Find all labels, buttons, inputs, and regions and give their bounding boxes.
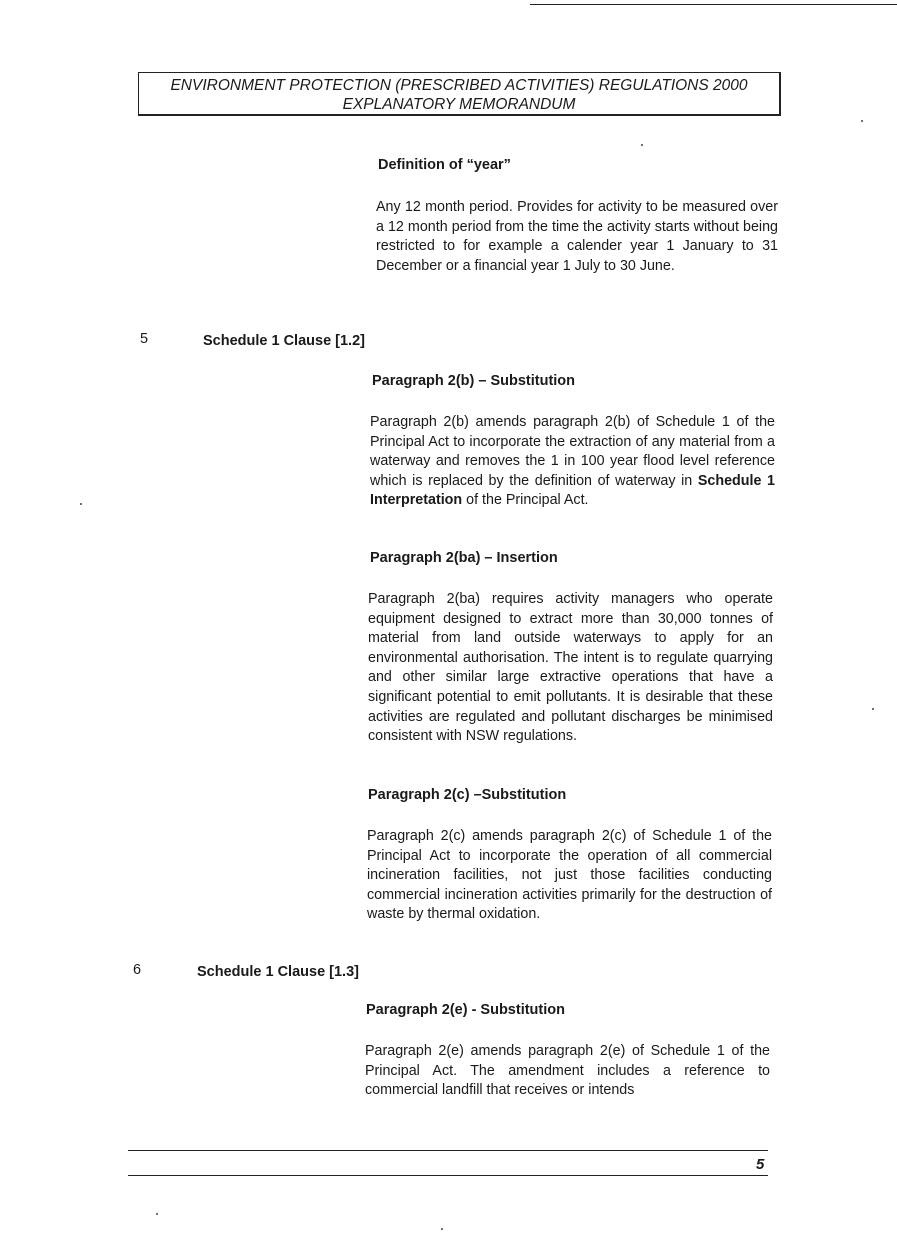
header-title: ENVIRONMENT PROTECTION (PRESCRIBED ACTIVITIES) REGULATIONS 2000 — [170, 77, 748, 94]
para-2ba-heading: Paragraph 2(ba) – Insertion — [370, 550, 558, 566]
para-2b-heading: Paragraph 2(b) – Substitution — [372, 373, 576, 389]
scan-speck — [80, 503, 82, 505]
definition-year-text: Any 12 month period. Provides for activity to be measured over a 12 month period from the time the activity starts without being restricted to for example a calender year 1 January to 31 December or a financial year 1 July to 30 June. — [376, 199, 778, 274]
scan-speck — [156, 1213, 158, 1215]
page-number: 5 — [756, 1156, 765, 1173]
para-2ba-text: Paragraph 2(ba) requires activity managers who operate equipment designed to extract more than 30,000 tonnes of material from land outside waterways to apply for an environmental authorisation. The intent is to regulate quarrying and other similar large extractive operations that have a significant potential to emit pollutants. It is desirable that these activities are regulated and pollutant discharges be minimised consistent with NSW regulations. — [368, 591, 773, 745]
para-2b-text-b: of the Principal Act. — [462, 492, 589, 509]
header-subtitle: EXPLANATORY MEMORANDUM — [342, 96, 576, 113]
para-2e-heading: Paragraph 2(e) - Substitution — [366, 1002, 565, 1018]
scan-top-rule — [530, 4, 897, 5]
scan-speck — [872, 708, 874, 710]
para-2e-text: Paragraph 2(e) amends paragraph 2(e) of Schedule 1 of the Principal Act. The amendment includes a reference to commercial landfill that receives or intends — [365, 1043, 770, 1099]
definition-year-heading: Definition of “year” — [378, 157, 511, 173]
para-2c-text: Paragraph 2(c) amends paragraph 2(c) of Schedule 1 of the Principal Act to incorporate the operation of all commercial incineration facilities, not just those facilities conducting commercial incineration activities primarily for the destruction of waste by thermal oxidation. — [367, 828, 772, 923]
clause-6-title: Schedule 1 Clause [1.3] — [197, 964, 359, 980]
para-2b-text — [370, 413, 775, 511]
para-2c-heading: Paragraph 2(c) –Substitution — [368, 787, 567, 803]
schedule-interpretation-ref: Schedule 1 Interpretation — [370, 472, 775, 509]
clause-5-number: 5 — [140, 331, 149, 347]
clause-5-title: Schedule 1 Clause [1.2] — [203, 333, 365, 349]
clause-6-number: 6 — [133, 962, 142, 978]
footer-rule-top — [128, 1150, 768, 1151]
para-2b-text-a: Paragraph 2(b) amends paragraph 2(b) of Schedule 1 of the Principal Act to incorporate the extraction of any material from a waterway and removes the 1 in 100 year flood level reference which is replaced by the definition of waterway in — [370, 414, 775, 489]
scan-speck — [861, 120, 863, 122]
scan-speck — [641, 144, 643, 146]
document-header — [138, 72, 781, 116]
scan-speck — [441, 1228, 443, 1230]
footer-rule-bottom — [128, 1175, 768, 1176]
